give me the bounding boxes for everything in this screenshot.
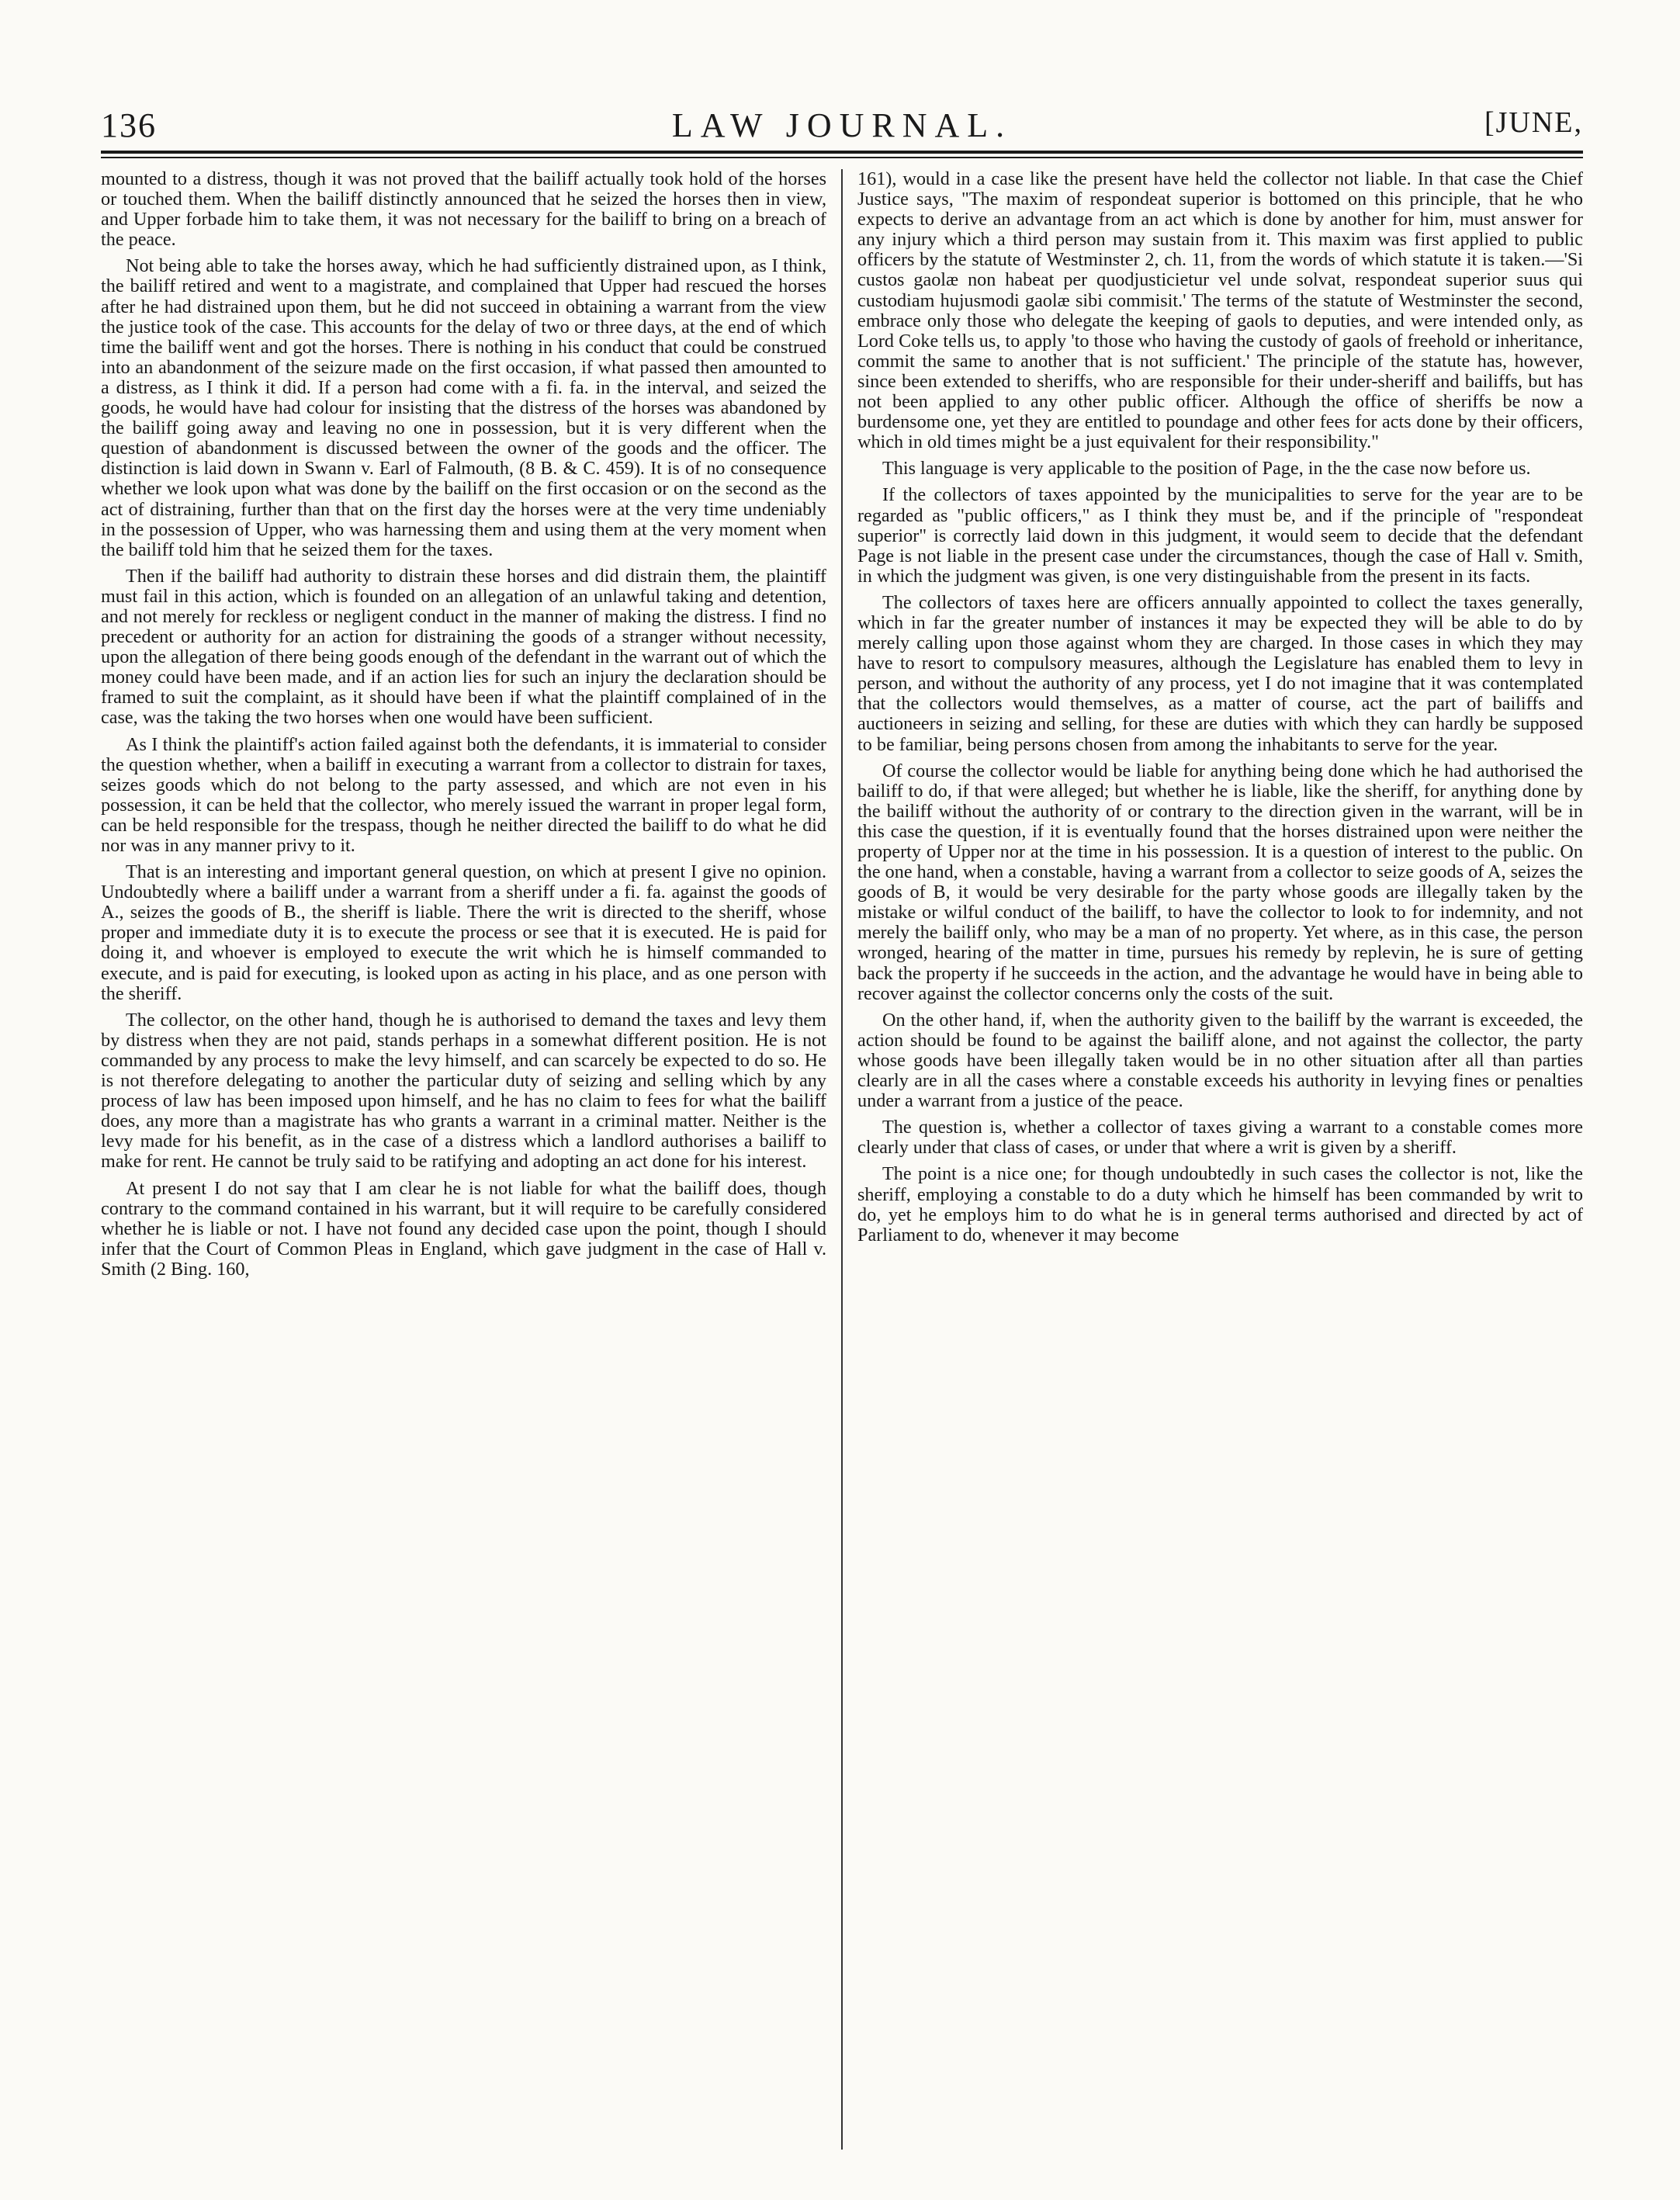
header-rule-thick bbox=[101, 151, 1583, 154]
right-column bbox=[857, 169, 1583, 2150]
paragraph: That is an interesting and important general question, on which at present I give no opinion. Undoubtedly where a bailiff under a warrant from a sheriff under a fi. fa. against the goods of A., seizes the goods of B., the sheriff is liable. There the writ is directed to the sheriff, whose proper and immediate duty it is to execute the process or see that it is executed. He is paid for doing it, and whoever is employed to execute the writ which he is himself commanded to execute, and is paid for executing, is looked upon as acting in his place, and as one person with the sheriff. bbox=[101, 861, 826, 1004]
column-divider bbox=[841, 169, 843, 2150]
paragraph: The collectors of taxes here are officers annually appointed to collect the taxes generally, which in far the greater number of instances it may be expected they will be able to do by merely calling upon those against whom they are charged. In those cases in which they may have to resort to compulsory measures, although the Legislature has enabled them to levy in person, and without the authority of any process, yet I do not imagine that it was contemplated that the collectors would themselves, as a matter of course, act the part of bailiffs and auctioneers in seizing and selling, for these are duties with which they can hardly be supposed to be familiar, being persons chosen from among the inhabitants to serve for the year. bbox=[857, 591, 1583, 755]
journal-page bbox=[101, 101, 1583, 2150]
paragraph: As I think the plaintiff's action failed against both the defendants, it is immaterial to consider the question whether, when a bailiff in executing a warrant from a collector to distrain for taxes, seizes goods which do not belong to the party assessed, and which are not even in his possession, it can be held that the collector, who merely issued the warrant in proper legal form, can be held responsible for the trespass, though he neither directed the bailiff to do what he did nor was in any manner privy to it. bbox=[101, 733, 826, 856]
paragraph: The collector, on the other hand, though he is authorised to demand the taxes and levy them by distress when they are not paid, stands perhaps in a somewhat different position. He is not commanded by any process to make the levy himself, and can scarcely be expected to do so. He is not therefore delegating to another the particular duty of seizing and selling which by any process of law has been imposed upon himself, and he has no claim to fees for what the bailiff does, any more than a magistrate has who grants a warrant in a criminal matter. Neither is the levy made for his benefit, as in the case of a distress which a landlord authorises a bailiff to make for rent. He cannot be truly said to be ratifying and adopting an act done for his interest. bbox=[101, 1009, 826, 1173]
text-columns bbox=[101, 169, 1583, 2150]
paragraph: The question is, whether a collector of taxes giving a warrant to a constable comes more clearly under that class of cases, or under that where a writ is given by a sheriff. bbox=[857, 1117, 1583, 1159]
header-month: [JUNE, bbox=[1484, 106, 1583, 139]
paragraph: Not being able to take the horses away, which he had sufficiently distrained upon, as I think, the bailiff retired and went to a magistrate, and complained that Upper had rescued the horses after he had distrained upon them, but he did not succeed in obtaining a warrant from the view the justice took of the case. This accounts for the delay of two or three days, at the end of which time the bailiff went and got the horses. There is nothing in his conduct that could be construed into an abandonment of the seizure made on the first occasion, if what passed then amounted to a distress, as I think it did. If a person had come with a fi. fa. in the interval, and seized the goods, he would have had colour for insisting that the distress of the horses was abandoned by the bailiff going away and leaving no one in possession, but it is very different when the question of abandonment is discussed between the owner of the goods and the officer. The distinction is laid down in Swann v. Earl of Falmouth, (8 B. & C. 459). It is of no consequence whether we look upon what was done by the bailiff on the first occasion or on the second as the act of distraining, further than that on the first day the horses were at the very time undeniably in the possession of Upper, who was harnessing them and using them at the very moment when the bailiff told him that he seized them for the taxes. bbox=[101, 255, 826, 560]
paragraph: mounted to a distress, though it was not proved that the bailiff actually took hold of the horses or touched them. When the bailiff distinctly announced that he seized the horses then in view, and Upper forbade him to take them, it was not necessary for the bailiff to bring on a breach of the peace. bbox=[101, 169, 826, 251]
paragraph: If the collectors of taxes appointed by the municipalities to serve for the year are to be regarded as "public officers," as I think they must be, and if the principle of "respondeat superior" is correctly laid down in this judgment, it would seem to decide that the defendant Page is not liable in the present case under the circumstances, though the case of Hall v. Smith, in which the judgment was given, is one very distinguishable from the present in its facts. bbox=[857, 484, 1583, 587]
page-number: 136 bbox=[101, 106, 157, 144]
paragraph: 161), would in a case like the present have held the collector not liable. In that case the Chief Justice says, "The maxim of respondeat superior is bottomed on this principle, that he who expects to derive an advantage from an act which is done by another for him, must answer for any injury which a third person may sustain from it. This maxim was first applied to public officers by the statute of Westminster 2, ch. 11, from the words of which statute it is taken.—'Si custos gaolæ non habeat per quodjusticietur vel unde solvat, respondeat superior suus qui custodiam hujusmodi gaolæ sibi commisit.' The terms of the statute of Westminster the second, embrace only those who delegate the keeping of gaols to deputies, and were intended only, as Lord Coke tells us, to apply 'to those who having the custody of gaols of freehold or inheritance, commit the same to another that is not sufficient.' The principle of the statute has, however, since been extended to sheriffs, who are responsible for their under-sheriff and bailiffs, but has not been applied to any other public officer. Although the office of sheriffs be now a burdensome one, yet they are entitled to poundage and other fees for acts done by their officers, which in old times might be a just equivalent for their responsibility." bbox=[857, 169, 1583, 453]
paragraph: This language is very applicable to the position of Page, in the the case now before us. bbox=[882, 458, 1531, 480]
header-rule-thin bbox=[101, 157, 1583, 158]
paragraph: Of course the collector would be liable for anything being done which he had authorised the bailiff to do, if that were alleged; but whether he is liable, like the sheriff, for anything done by the bailiff without the authority of or contrary to the direction given in the warrant, will be in this case the question, if it is eventually found that the horses distrained upon were neither the property of Upper nor at the time in his possession. It is a question of interest to the public. On the one hand, when a constable, having a warrant from a collector to seize goods of A, seizes the goods of B, it would be very desirable for the party whose goods are illegally taken by the mistake or wilful conduct of the bailiff, to have the collector to look to for indemnity, and not merely the bailiff only, who may be a man of no property. Yet where, as in this case, the person wronged, hearing of the matter in time, pursues his remedy by replevin, he is sure of getting back the property if he succeeds in the action, and the advantage he would have in being able to recover against the collector concerns only the costs of the suit. bbox=[857, 760, 1583, 1004]
journal-title: LAW JOURNAL. bbox=[671, 106, 1013, 144]
paragraph: On the other hand, if, when the authority given to the bailiff by the warrant is exceeded, the action should be found to be against the bailiff alone, and not against the collector, the party whose goods have been illegally taken would be in no other situation after all than parties clearly are in all the cases where a constable exceeds his authority in levying fines or penalties under a warrant from a justice of the peace. bbox=[857, 1009, 1583, 1112]
paragraph: At present I do not say that I am clear he is not liable for what the bailiff does, though contrary to the command contained in his warrant, but it will require to be carefully considered whether he is liable or not. I have not found any decided case upon the point, though I should infer that the Court of Common Pleas in England, which gave judgment in the case of Hall v. Smith (2 Bing. 160, bbox=[101, 1177, 826, 1280]
left-column bbox=[101, 169, 826, 2150]
paragraph: The point is a nice one; for though undoubtedly in such cases the collector is not, like the sheriff, employing a constable to do a duty which he himself has been commanded by writ to do, yet he employs him to do what he is in general terms authorised and directed by act of Parliament to do, whenever it may become bbox=[857, 1163, 1583, 1246]
paragraph: Then if the bailiff had authority to distrain these horses and did distrain them, the plaintiff must fail in this action, which is founded on an allegation of an unlawful taking and detention, and not merely for reckless or negligent conduct in the manner of making the distress. I find no precedent or authority for an action for distraining the goods of a stranger without necessity, upon the allegation of there being goods enough of the defendant in the warrant out of which the money could have been made, and if an action lies for such an injury the declaration should be framed to suit the complaint, as it should have been if what the plaintiff complained of in the case, was the taking the two horses when one would have been sufficient. bbox=[101, 565, 826, 729]
running-header bbox=[101, 101, 1583, 151]
